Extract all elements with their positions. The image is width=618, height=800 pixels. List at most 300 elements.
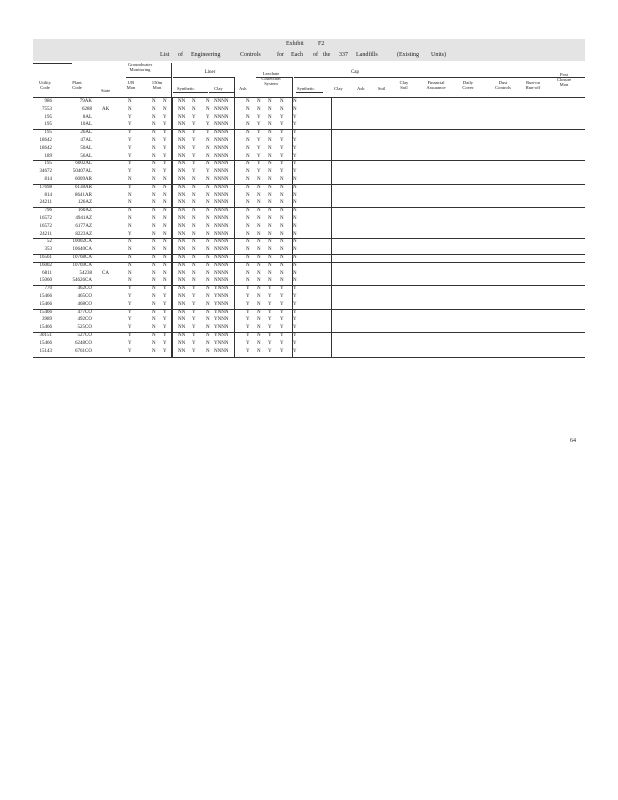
liner-cell: N xyxy=(206,294,210,299)
liner-ash-cell: NNNN xyxy=(214,270,229,276)
liner-ash-cell: YNNN xyxy=(214,286,229,292)
liner-synthetic-cell: NN xyxy=(178,169,186,175)
liner-ash-cell: NNNN xyxy=(214,231,229,237)
liner-ash-cell: YNNN xyxy=(214,340,229,346)
leachate-cell: Y xyxy=(257,145,261,151)
header-rule xyxy=(33,97,585,98)
liner-synthetic-cell: NN xyxy=(178,161,186,167)
utility-code-cell: 15060 xyxy=(39,278,52,284)
cap-cell: N xyxy=(293,216,297,221)
liner-cell: N xyxy=(192,216,196,221)
cap-cell: N xyxy=(293,278,297,284)
leachate-cell: N xyxy=(246,270,250,276)
ub-mon-cell: Y xyxy=(128,301,132,307)
column-rule xyxy=(292,77,293,357)
ub-mon-cell: Y xyxy=(128,325,132,331)
leachate-cell: Y xyxy=(257,114,261,120)
leachate-cell: Y xyxy=(246,294,250,299)
liner-ash-cell: NNNN xyxy=(214,223,229,229)
150m-mon-cell: N xyxy=(163,270,167,276)
state-cell: AK xyxy=(102,106,110,112)
150m-mon-cell: N xyxy=(152,333,156,338)
liner-cell: N xyxy=(206,270,210,276)
150m-mon-cell: N xyxy=(152,184,156,190)
cap-cell: Y xyxy=(280,340,284,346)
150m-mon-cell: Y xyxy=(163,340,167,346)
liner-ash-cell: NNNN xyxy=(214,145,229,151)
utility-code-cell: 986 xyxy=(44,99,52,104)
utility-code-cell: 16572 xyxy=(39,223,52,229)
ub-mon-cell: Y xyxy=(128,231,132,237)
liner-synthetic-cell: NN xyxy=(178,153,186,159)
150m-mon-cell: Y xyxy=(163,309,167,315)
150m-mon-cell: N xyxy=(152,99,156,104)
ub-mon-cell: Y xyxy=(128,286,132,292)
utility-code-cell: 16561 xyxy=(39,255,52,260)
liner-cell: N xyxy=(206,348,210,354)
leachate-cell: N xyxy=(268,184,272,190)
liner-cell: N xyxy=(192,255,196,260)
liner-synthetic-cell: NN xyxy=(178,122,186,128)
plant-code-cell: 8AL xyxy=(82,114,92,120)
cap-cell: N xyxy=(293,177,297,182)
header-liner-ash: Ash xyxy=(239,86,247,91)
plant-code-cell: 6009AR xyxy=(75,177,92,182)
utility-code-cell: 6811 xyxy=(42,270,52,276)
liner-ash-cell: NNNN xyxy=(214,200,229,206)
cap-cell: Y xyxy=(293,145,297,151)
150m-mon-cell: Y xyxy=(163,169,167,175)
liner-cell: N xyxy=(206,208,210,214)
150m-mon-cell: N xyxy=(163,106,167,112)
leachate-cell: N xyxy=(268,145,272,151)
leachate-cell: N xyxy=(268,122,272,128)
liner-synthetic-cell: NN xyxy=(178,177,186,182)
leachate-cell: N xyxy=(246,106,250,112)
leachate-cell: N xyxy=(268,216,272,221)
cap-cell: Y xyxy=(293,161,297,167)
ub-mon-cell: Y xyxy=(128,138,132,143)
utility-code-cell: 34672 xyxy=(39,169,52,175)
150m-mon-cell: N xyxy=(152,192,156,198)
leachate-cell: Y xyxy=(246,325,250,331)
150m-mon-cell: N xyxy=(163,216,167,221)
cap-cell: N xyxy=(293,231,297,237)
ub-mon-cell: Y xyxy=(128,114,132,120)
leachate-cell: N xyxy=(268,153,272,159)
leachate-cell: N xyxy=(257,231,261,237)
cap-cell: Y xyxy=(280,169,284,175)
liner-cell: N xyxy=(192,247,196,253)
leachate-cell: N xyxy=(246,262,250,268)
leachate-cell: N xyxy=(268,161,272,167)
leachate-cell: N xyxy=(257,223,261,229)
plant-code-cell: 79AK xyxy=(79,99,92,104)
leachate-cell: N xyxy=(246,255,250,260)
cap-cell: N xyxy=(280,208,284,214)
liner-ash-cell: NNNN xyxy=(214,106,229,112)
plant-code-cell: 47AL xyxy=(80,138,92,143)
liner-cell: N xyxy=(192,192,196,198)
leachate-cell: N xyxy=(268,130,272,136)
liner-ash-cell: NNNN xyxy=(214,239,229,245)
liner-synthetic-cell: NN xyxy=(178,309,186,315)
leachate-cell: N xyxy=(257,216,261,221)
ub-mon-cell: N xyxy=(128,223,132,229)
liner-cell: N xyxy=(206,200,210,206)
150m-mon-cell: N xyxy=(163,99,167,104)
leachate-cell: N xyxy=(257,278,261,284)
leachate-cell: N xyxy=(268,255,272,260)
150m-mon-cell: N xyxy=(152,153,156,159)
plant-code-cell: 10769CA xyxy=(72,262,92,268)
liner-cell: N xyxy=(206,333,210,338)
150m-mon-cell: Y xyxy=(163,333,167,338)
liner-cell: N xyxy=(206,231,210,237)
leachate-cell: N xyxy=(246,247,250,253)
liner-cell: N xyxy=(206,340,210,346)
ub-mon-cell: Y xyxy=(128,130,132,136)
liner-cell: Y xyxy=(206,130,210,136)
cap-cell: N xyxy=(280,200,284,206)
150m-mon-cell: Y xyxy=(163,294,167,299)
cap-cell: Y xyxy=(293,340,297,346)
liner-cell: N xyxy=(206,262,210,268)
liner-cell: N xyxy=(206,255,210,260)
header-liner: Liner xyxy=(204,70,216,75)
leachate-cell: N xyxy=(246,145,250,151)
150m-mon-cell: N xyxy=(152,208,156,214)
cap-cell: Y xyxy=(293,317,297,323)
150m-mon-cell: N xyxy=(152,216,156,221)
leachate-cell: Y xyxy=(257,138,261,143)
cap-cell: Y xyxy=(293,138,297,143)
ub-mon-cell: N xyxy=(128,99,132,104)
liner-cell: N xyxy=(192,177,196,182)
150m-mon-cell: Y xyxy=(163,114,167,120)
leachate-cell: N xyxy=(246,278,250,284)
liner-ash-cell: NNNN xyxy=(214,278,229,284)
ub-mon-cell: Y xyxy=(128,169,132,175)
150m-mon-cell: N xyxy=(163,231,167,237)
cap-cell: N xyxy=(293,200,297,206)
liner-cell: N xyxy=(206,192,210,198)
liner-cell: Y xyxy=(192,169,196,175)
liner-cell: N xyxy=(192,278,196,284)
150m-mon-cell: N xyxy=(152,286,156,292)
leachate-cell: N xyxy=(268,169,272,175)
utility-code-cell: 24211 xyxy=(39,231,52,237)
leachate-cell: N xyxy=(257,286,261,292)
cap-cell: Y xyxy=(280,325,284,331)
ub-mon-cell: Y xyxy=(128,348,132,354)
plant-code-cell: 10AL xyxy=(80,122,92,128)
row-group-rule xyxy=(33,238,585,239)
page-number: 64 xyxy=(570,438,576,444)
liner-ash-cell: NNNN xyxy=(214,262,229,268)
title-word: Controls xyxy=(240,52,261,58)
liner-synthetic-cell: NN xyxy=(178,184,186,190)
liner-cell: Y xyxy=(192,348,196,354)
ub-mon-cell: N xyxy=(128,255,132,260)
header-runon-runoff: Run-on Run-off xyxy=(525,80,541,91)
plant-code-cell: 6248CO xyxy=(75,340,92,346)
leachate-cell: N xyxy=(246,184,250,190)
leachate-cell: N xyxy=(257,99,261,104)
leachate-cell: Y xyxy=(257,153,261,159)
liner-cell: Y xyxy=(206,122,210,128)
150m-mon-cell: N xyxy=(152,169,156,175)
liner-synthetic-cell: NN xyxy=(178,130,186,136)
leachate-cell: N xyxy=(257,333,261,338)
header-leachate: Leachate Collection System xyxy=(261,71,281,87)
cap-cell: N xyxy=(293,184,297,190)
150m-mon-cell: N xyxy=(163,177,167,182)
leachate-cell: N xyxy=(268,99,272,104)
ub-mon-cell: N xyxy=(128,200,132,206)
liner-ash-cell: NNNN xyxy=(214,99,229,104)
ub-mon-cell: Y xyxy=(128,184,132,190)
leachate-cell: Y xyxy=(246,340,250,346)
plant-code-cell: 6138AR xyxy=(75,184,92,190)
liner-cell: N xyxy=(206,317,210,323)
liner-cell: N xyxy=(192,231,196,237)
leachate-cell: N xyxy=(268,278,272,284)
utility-code-cell: 18642 xyxy=(39,138,52,143)
header-rule xyxy=(173,77,234,78)
cap-cell: N xyxy=(280,239,284,245)
cap-cell: N xyxy=(280,184,284,190)
cap-cell: N xyxy=(293,192,297,198)
liner-cell: N xyxy=(206,223,210,229)
cap-cell: N xyxy=(280,262,284,268)
cap-cell: Y xyxy=(280,161,284,167)
liner-synthetic-cell: NN xyxy=(178,262,186,268)
header-cap-ash: Ash xyxy=(357,86,365,91)
150m-mon-cell: N xyxy=(163,247,167,253)
header-plant-code: Plant Code xyxy=(72,80,82,91)
ub-mon-cell: Y xyxy=(128,340,132,346)
leachate-cell: Y xyxy=(246,309,250,315)
liner-cell: N xyxy=(206,301,210,307)
leachate-cell: N xyxy=(246,177,250,182)
liner-synthetic-cell: NN xyxy=(178,138,186,143)
liner-synthetic-cell: NN xyxy=(178,231,186,237)
leachate-cell: N xyxy=(246,138,250,143)
liner-cell: Y xyxy=(192,286,196,292)
liner-cell: N xyxy=(206,247,210,253)
150m-mon-cell: N xyxy=(163,208,167,214)
leachate-cell: Y xyxy=(257,161,261,167)
utility-code-cell: 353 xyxy=(44,247,52,253)
liner-cell: N xyxy=(206,286,210,292)
header-liner-clay: Clay xyxy=(214,86,223,91)
cap-cell: N xyxy=(293,247,297,253)
150m-mon-cell: N xyxy=(152,255,156,260)
150m-mon-cell: Y xyxy=(163,122,167,128)
utility-code-cell: 52 xyxy=(47,239,52,245)
leachate-cell: N xyxy=(246,161,250,167)
leachate-cell: N xyxy=(257,184,261,190)
leachate-cell: N xyxy=(257,270,261,276)
exhibit-number: F2 xyxy=(318,41,325,47)
header-cap-clay: Clay xyxy=(334,86,343,91)
leachate-cell: Y xyxy=(246,301,250,307)
150m-mon-cell: N xyxy=(152,177,156,182)
150m-mon-cell: N xyxy=(152,294,156,299)
header-liner-synthetic: Synthetic xyxy=(177,86,195,91)
cap-cell: N xyxy=(280,223,284,229)
ub-mon-cell: Y xyxy=(128,145,132,151)
title-word: (Existing xyxy=(397,52,419,58)
title-word: for xyxy=(277,52,284,58)
150m-mon-cell: N xyxy=(152,161,156,167)
ub-mon-cell: N xyxy=(128,262,132,268)
cap-cell: Y xyxy=(280,153,284,159)
leachate-cell: Y xyxy=(246,333,250,338)
ub-mon-cell: N xyxy=(128,247,132,253)
utility-code-cell: 195 xyxy=(44,122,52,128)
utility-code-cell: 3989 xyxy=(42,317,52,323)
ub-mon-cell: N xyxy=(128,192,132,198)
leachate-cell: N xyxy=(268,208,272,214)
liner-cell: Y xyxy=(192,122,196,128)
utility-code-cell: 15466 xyxy=(39,325,52,331)
title-word: Each xyxy=(291,52,303,58)
liner-cell: N xyxy=(206,138,210,143)
cap-cell: Y xyxy=(280,138,284,143)
150m-mon-cell: N xyxy=(163,278,167,284)
leachate-cell: Y xyxy=(268,325,272,331)
cap-cell: N xyxy=(293,99,297,104)
table-bottom-rule xyxy=(33,357,585,358)
state-cell: CA xyxy=(102,270,109,276)
plant-code-cell: 492CO xyxy=(77,317,92,323)
cap-cell: N xyxy=(293,255,297,260)
liner-synthetic-cell: NN xyxy=(178,208,186,214)
leachate-cell: Y xyxy=(268,294,272,299)
cap-cell: N xyxy=(280,99,284,104)
cap-cell: Y xyxy=(293,169,297,175)
header-ub-mon: UB Mon xyxy=(126,80,136,91)
header-daily-cover: Daily Cover xyxy=(462,80,474,91)
150m-mon-cell: N xyxy=(152,325,156,331)
liner-ash-cell: YNNN xyxy=(214,294,229,299)
leachate-cell: N xyxy=(268,270,272,276)
leachate-cell: Y xyxy=(268,286,272,292)
header-cap-soil: Soil xyxy=(378,86,386,91)
header-rule xyxy=(294,77,585,78)
leachate-cell: N xyxy=(257,106,261,112)
150m-mon-cell: N xyxy=(163,255,167,260)
150m-mon-cell: N xyxy=(163,192,167,198)
row-group-rule xyxy=(33,129,585,130)
plant-code-cell: 6177AZ xyxy=(75,223,92,229)
leachate-cell: N xyxy=(246,239,250,245)
150m-mon-cell: Y xyxy=(163,301,167,307)
title-word: of xyxy=(178,52,183,58)
utility-code-cell: 7553 xyxy=(42,106,52,112)
cap-cell: Y xyxy=(293,333,297,338)
cap-cell: N xyxy=(280,177,284,182)
cap-cell: Y xyxy=(280,130,284,136)
title-word: of xyxy=(313,52,318,58)
liner-cell: Y xyxy=(192,309,196,315)
liner-ash-cell: YNNN xyxy=(214,333,229,338)
header-state: State xyxy=(101,88,111,93)
cap-cell: Y xyxy=(293,309,297,315)
cap-cell: Y xyxy=(280,301,284,307)
table-header-band xyxy=(33,39,585,61)
liner-synthetic-cell: NN xyxy=(178,286,186,292)
liner-cell: N xyxy=(192,239,196,245)
ub-mon-cell: N xyxy=(128,239,132,245)
leachate-cell: N xyxy=(246,216,250,221)
liner-cell: N xyxy=(206,161,210,167)
cap-cell: N xyxy=(293,223,297,229)
liner-cell: N xyxy=(192,262,196,268)
liner-ash-cell: NNNN xyxy=(214,247,229,253)
title-word: 337 xyxy=(339,52,348,58)
leachate-cell: N xyxy=(246,153,250,159)
leachate-cell: Y xyxy=(268,301,272,307)
leachate-cell: N xyxy=(257,239,261,245)
liner-cell: N xyxy=(206,278,210,284)
cap-cell: Y xyxy=(280,333,284,338)
ub-mon-cell: Y xyxy=(128,122,132,128)
150m-mon-cell: N xyxy=(152,301,156,307)
liner-synthetic-cell: NN xyxy=(178,223,186,229)
ub-mon-cell: N xyxy=(128,216,132,221)
cap-cell: Y xyxy=(293,114,297,120)
leachate-cell: Y xyxy=(257,122,261,128)
leachate-cell: N xyxy=(257,301,261,307)
leachate-cell: N xyxy=(268,262,272,268)
150m-mon-cell: N xyxy=(152,138,156,143)
cap-cell: Y xyxy=(280,286,284,292)
liner-cell: N xyxy=(206,325,210,331)
150m-mon-cell: Y xyxy=(163,348,167,354)
cap-cell: Y xyxy=(280,145,284,151)
liner-cell: Y xyxy=(192,340,196,346)
cap-cell: N xyxy=(293,270,297,276)
cap-cell: N xyxy=(280,255,284,260)
liner-ash-cell: YNNN xyxy=(214,325,229,331)
leachate-cell: Y xyxy=(257,169,261,175)
150m-mon-cell: N xyxy=(152,262,156,268)
utility-code-cell: 796 xyxy=(44,208,52,214)
leachate-cell: N xyxy=(257,348,261,354)
leachate-cell: N xyxy=(246,200,250,206)
utility-code-cell: 30151 xyxy=(39,333,52,338)
liner-synthetic-cell: NN xyxy=(178,192,186,198)
column-rule xyxy=(234,77,235,357)
leachate-cell: N xyxy=(268,177,272,182)
header-financial-assurance: Financial Assurance xyxy=(426,80,446,91)
cap-cell: Y xyxy=(293,325,297,331)
plant-code-cell: 525CO xyxy=(77,325,92,331)
utility-code-cell: 195 xyxy=(44,161,52,167)
cap-cell: N xyxy=(280,106,284,112)
row-group-rule xyxy=(33,184,585,185)
liner-ash-cell: YNNN xyxy=(214,301,229,307)
liner-ash-cell: NNNN xyxy=(214,153,229,159)
leachate-cell: N xyxy=(268,239,272,245)
liner-synthetic-cell: NN xyxy=(178,317,186,323)
150m-mon-cell: N xyxy=(152,247,156,253)
150m-mon-cell: N xyxy=(152,270,156,276)
liner-cell: Y xyxy=(192,145,196,151)
